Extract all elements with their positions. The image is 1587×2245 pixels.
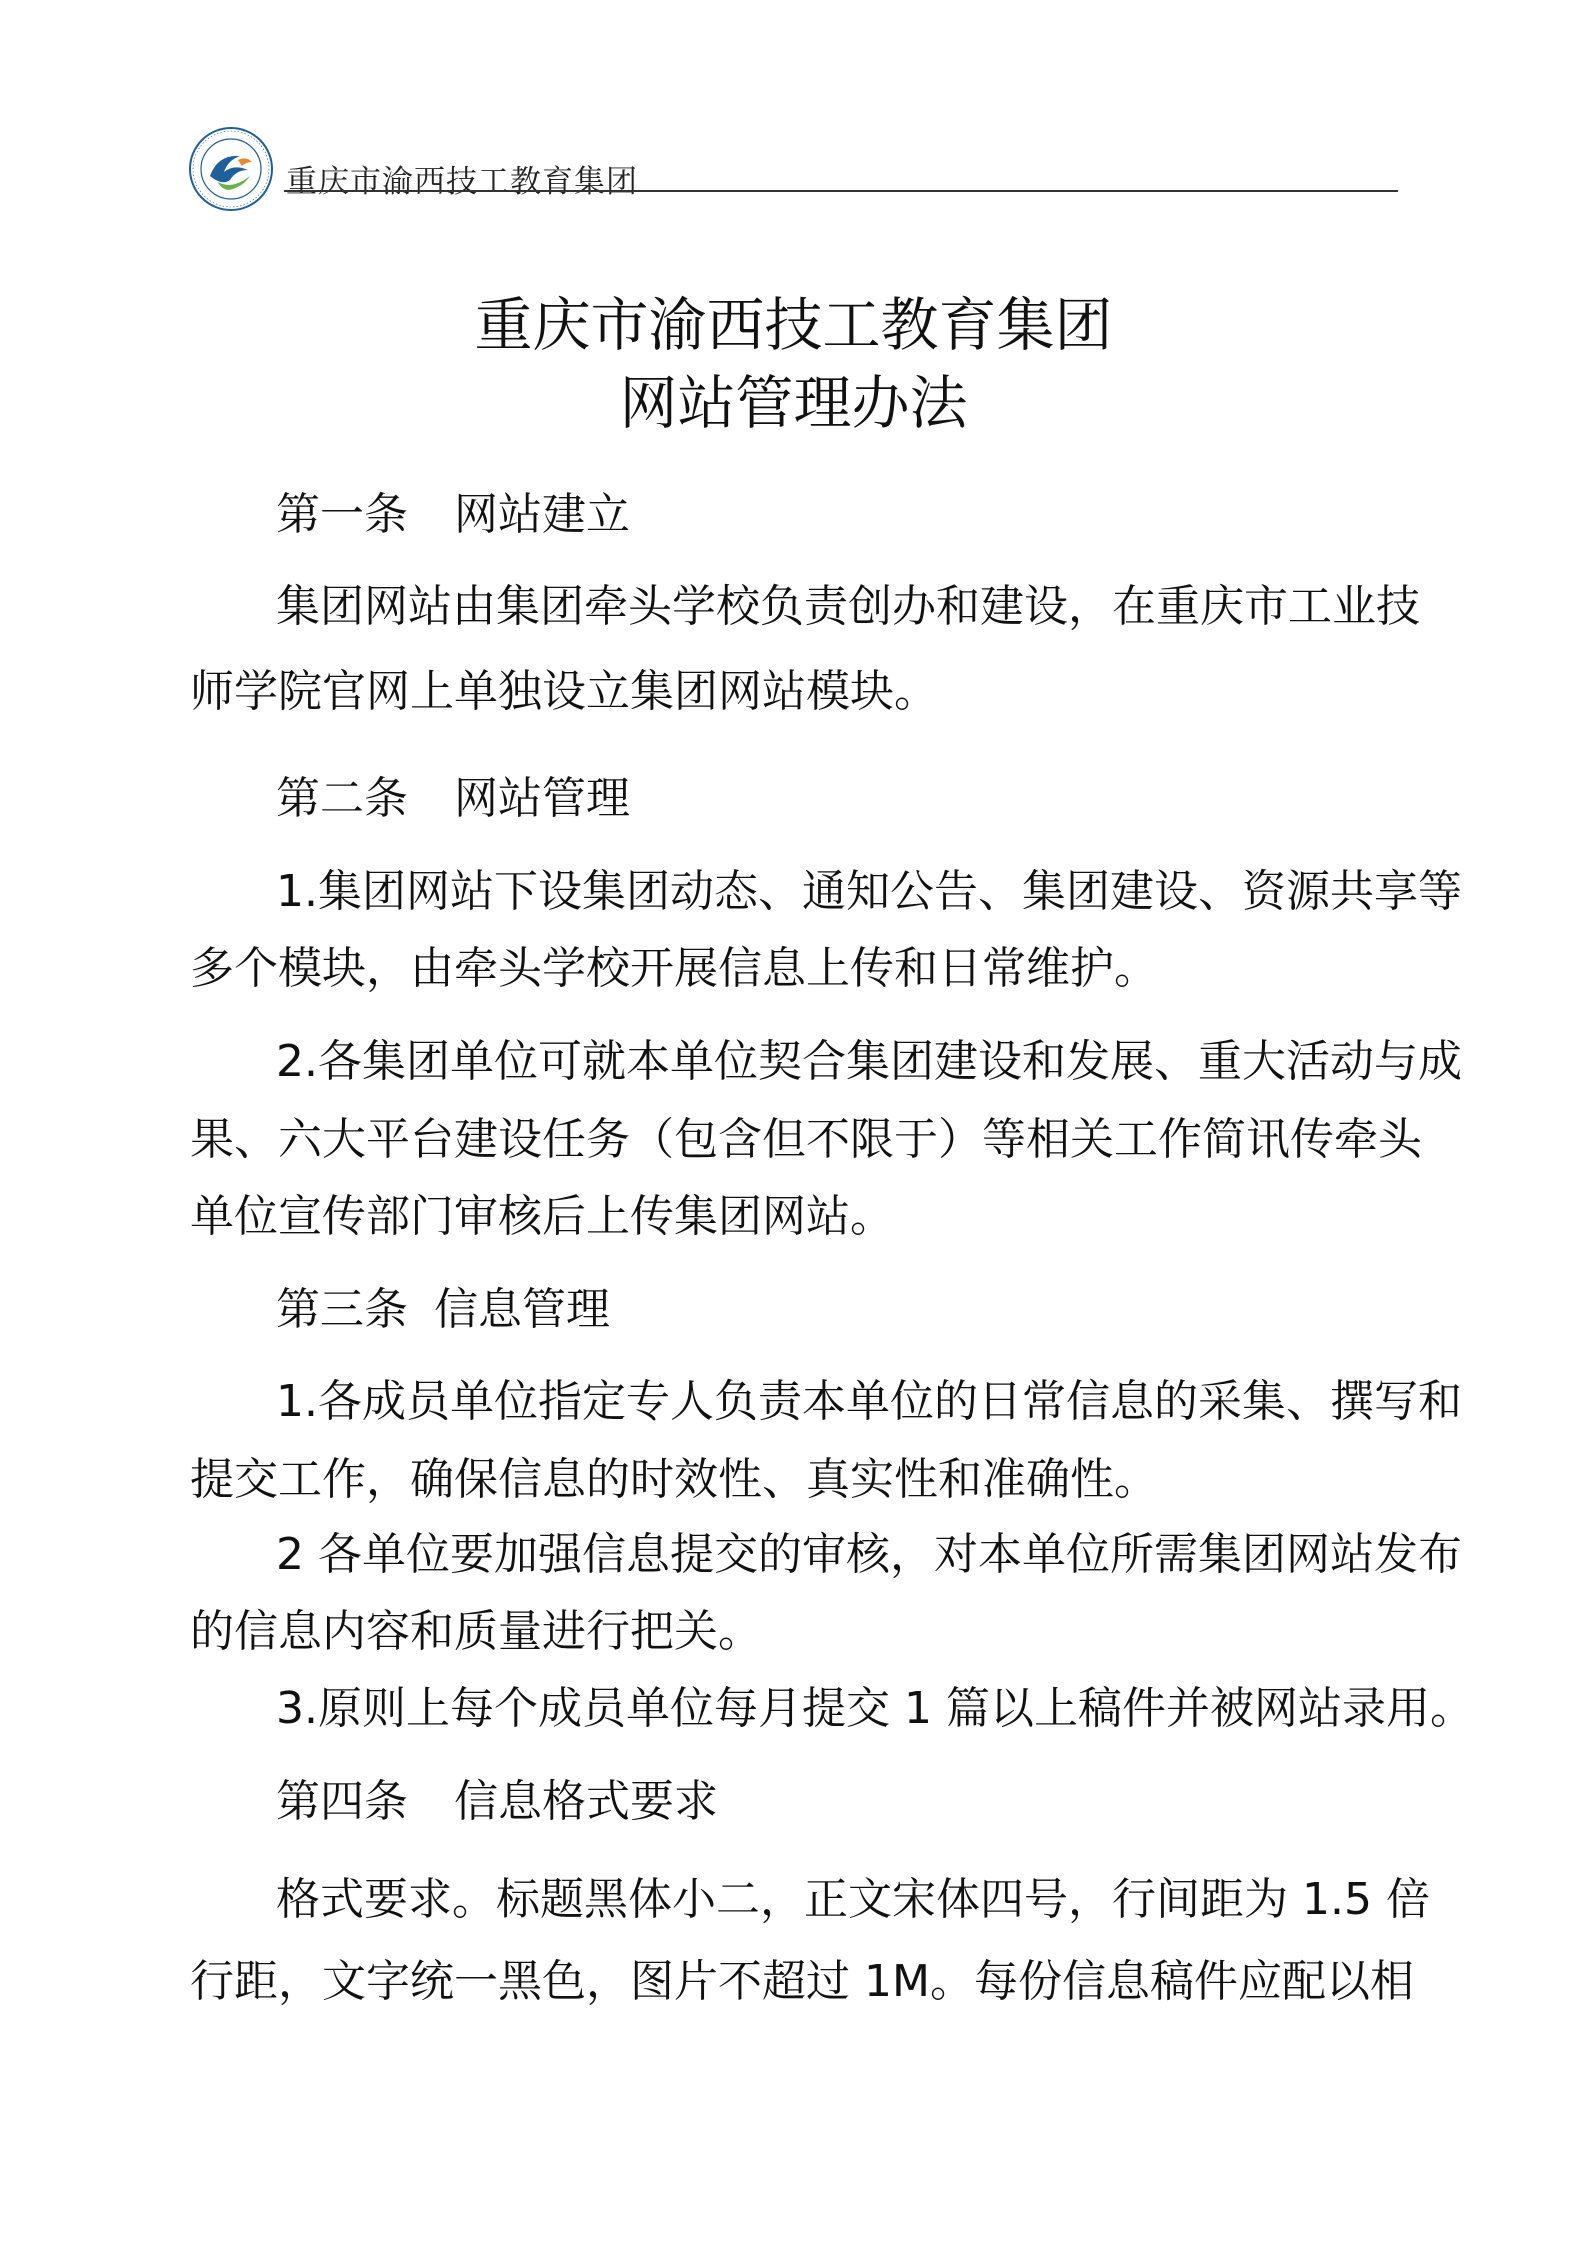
paragraph-line: 单位宣传部门审核后上传集团网站。 [190, 1191, 894, 1242]
article-title: 信息格式要求 [454, 1776, 718, 1827]
page-header [188, 126, 1398, 200]
paragraph-line: 行距，文字统一黑色，图片不超过 1M。每份信息稿件应配以相 [190, 1956, 1414, 2007]
article-heading [276, 762, 1406, 826]
paragraph-line: 提交工作，确保信息的时效性、真实性和准确性。 [190, 1454, 1158, 1505]
paragraph-line: 果、六大平台建设任务（包含但不限于）等相关工作简讯传牵头 [190, 1114, 1422, 1165]
header-org-name: 重庆市渝西技工教育集团 [286, 164, 638, 200]
group-logo-icon [188, 126, 274, 212]
article-heading [276, 478, 1406, 542]
paragraph-line: 2 各单位要加强信息提交的审核，对本单位所需集团网站发布 [276, 1529, 1462, 1580]
article-title: 网站建立 [454, 489, 630, 540]
article-heading [276, 1273, 1406, 1337]
paragraph-line: 多个模块，由牵头学校开展信息上传和日常维护。 [190, 943, 1158, 994]
article-number: 第二条 [276, 773, 408, 824]
document-title-line1: 重庆市渝西技工教育集团 [474, 291, 1113, 359]
article-title: 信息管理 [434, 1284, 610, 1335]
article-number: 第一条 [276, 489, 408, 540]
article-heading [276, 1765, 1406, 1829]
paragraph-line: 师学院官网上单独设立集团网站模块。 [190, 666, 938, 717]
header-divider [284, 190, 1398, 192]
paragraph-line: 1.集团网站下设集团动态、通知公告、集团建设、资源共享等 [276, 866, 1462, 917]
article-number: 第四条 [276, 1776, 408, 1827]
article-number: 第三条 [276, 1284, 408, 1335]
document-title-line2: 网站管理办法 [619, 369, 968, 437]
paragraph-line: 格式要求。标题黑体小二，正文宋体四号，行间距为 1.5 倍 [276, 1874, 1430, 1925]
paragraph-line: 集团网站由集团牵头学校负责创办和建设，在重庆市工业技 [276, 581, 1420, 632]
paragraph-line: 的信息内容和质量进行把关。 [190, 1606, 762, 1657]
paragraph-line: 2.各集团单位可就本单位契合集团建设和发展、重大活动与成 [276, 1036, 1462, 1087]
article-title: 网站管理 [454, 773, 630, 824]
paragraph-line: 3.原则上每个成员单位每月提交 1 篇以上稿件并被网站录用。 [276, 1683, 1474, 1734]
paragraph-line: 1.各成员单位指定专人负责本单位的日常信息的采集、撰写和 [276, 1376, 1462, 1427]
